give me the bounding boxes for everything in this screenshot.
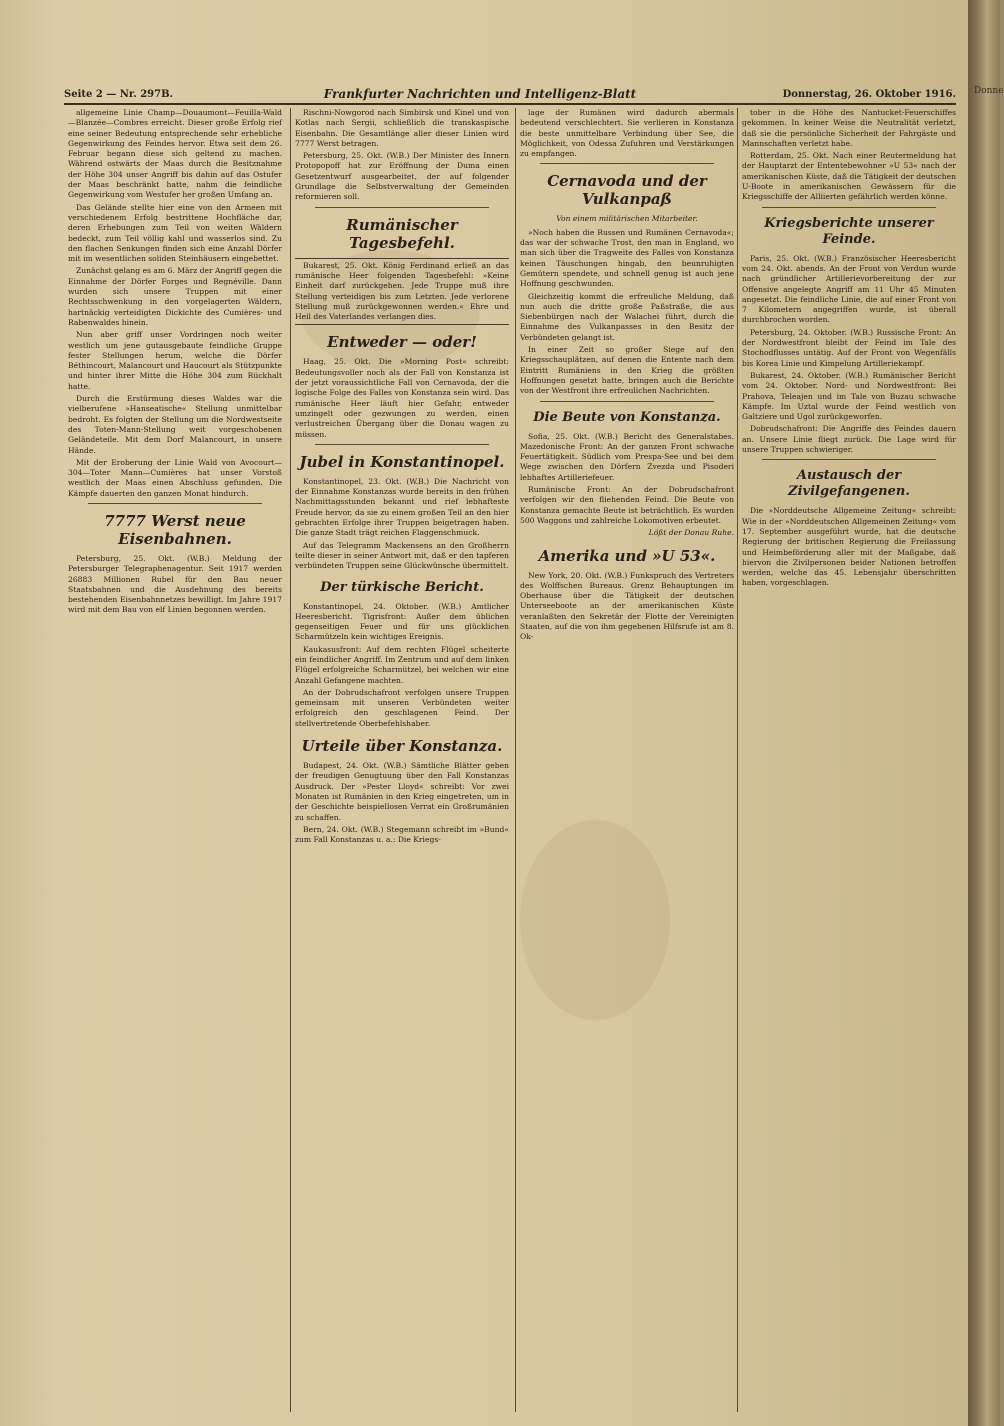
article-paragraph: allgemeine Linie Champ—Douaumont—Feuilla-Wald—Blanzée—Combres erreicht. Dieser große Erfolg rief eine seiner Bedeutung entsprechende sehr erhebliche Gegenwirkung des Feindes hervor. Etwa seit dem 26. Februar begann diese sich geltend zu machen. Während ostwärts der Maas durch die Besitznahme der Höhe 304 unser Angriff bis dahin auf das Ostufer der Maas beschränkt hatte, nahm die feindliche Gegenwirkung vom Westufer her großen Umfang an.: [68, 108, 282, 200]
article-paragraph: Bern, 24. Okt. (W.B.) Stegemann schreibt im »Bund« zum Fall Konstanzas u. a.: Die Kriegs-: [295, 824, 509, 845]
headline-america-u53: Amerika und »U 53«.: [538, 546, 716, 565]
headline-booty: Die Beute von Konstanza.: [533, 409, 721, 425]
article-paragraph: tober in die Höhe des Nantucket-Feuerschiffes gekommen. In keiner Weise die Neutralität verletzt, daß sie die persönliche Sicherheit der Fahrgäste und Mannschaften verletzt habe.: [742, 108, 956, 148]
paper-title: Frankfurter Nachrichten und Intelligenz-Blatt: [323, 87, 637, 101]
article-paragraph: Konstantinopel, 24. Oktober. (W.B.) Amtlicher Heeresbericht. Tigrisfront: Außer dem üblichen gegenseitigen Feuer und für uns glücklichen Scharmützeln kein wichtiges Ereignis.: [295, 601, 509, 642]
article-paragraph: »Noch haben die Russen und Rumänen Cernavoda«; das war der schwache Trost, den man in England, wo man sich über die Tragweite des Falles von Konstanza keinen Täuschungen hingab, den beunruhigten Gemütern spendete, und schnell genug ist auch jene Hoffnung geschwunden.: [520, 227, 734, 289]
article-paragraph: Gleichzeitig kommt die erfreuliche Meldung, daß nun auch die dritte große Paßstraße, die aus Siebenbürgen nach der Walachei führt, durch die Einnahme des Vulkanpasses in den Besitz der Verbündeten gelangt ist.: [520, 291, 734, 342]
column-4: [742, 108, 956, 1412]
article-paragraph: Auf das Telegramm Mackensens an den Großherrn teilte dieser in seiner Antwort mit, daß er den tapferen verbündeten Truppen seine Glückwünsche übermittelt.: [295, 540, 509, 571]
article-paragraph: Haag, 25. Okt. Die »Morning Post« schreibt: Bedeutungsvoller noch als der Fall von Konstanza ist der jetzt voraussichtliche Fall von Cernavoda, der die logische Folge des Falles von Konstanza sein wird. Das rumänische Heer läuft hier Gefahr, entweder umzingelt oder gezwungen zu werden, einen verlustreichen Übergang über die Donau wagen zu müssen.: [295, 357, 509, 439]
article-paragraph: Mit der Eroberung der Linie Wald von Avocourt—304—Toter Mann—Cumières hat unser Vorstoß westlich der Maas einen Abschluss gefunden. Die Kämpfe dauerten den ganzen Monat hindurch.: [68, 457, 282, 498]
article-separator: [88, 503, 262, 504]
article-paragraph: Zunächst gelang es am 6. März der Angriff gegen die Einnahme der Dörfer Forges und Regnéville. Dann wurden sich unsere Truppen mit einer Rechtsschwenkung in den vorgelagerten Wäldern, hartnäckig verteidigten Dickichte des Cumières- und Rabenwaldes hinein.: [68, 266, 282, 327]
column-rule: [515, 108, 516, 1412]
headline-romanian-order: Rumänischer Tagesbefehl.: [346, 215, 458, 252]
headline-railways: 7777 Werst neue Eisenbahnen.: [104, 511, 246, 548]
article-subhead: Von einem militärischen Mitarbeiter.: [556, 214, 698, 224]
binding-spine: [968, 0, 1000, 1426]
article-paragraph: Dobrudschafront: Die Angriffe des Feindes dauern an. Unsere Linie fliegt zurück. Die Lage wird für unsere Truppen schwieriger.: [742, 424, 956, 455]
headline-judgments: Urteile über Konstanza.: [301, 737, 503, 756]
article-paragraph: Kaukasusfront: Auf dem rechten Flügel scheiterte ein feindlicher Angriff. Im Zentrum und auf dem linken Flügel erfolgreiche Scharmützel, bei welchen wir eine Anzahl Gefangene machten.: [295, 644, 509, 685]
headline-either-or: Entweder — oder!: [327, 333, 477, 352]
page-label: Seite 2 — Nr. 297B.: [64, 88, 174, 100]
headline-cernavoda: Cernavoda und der Vulkanpaß: [547, 172, 707, 209]
article-separator: [540, 401, 714, 402]
headline-prisoner-exchange: Austausch der Zivilgefangenen.: [788, 468, 910, 500]
column-1: [68, 108, 282, 1412]
article-separator: [540, 163, 714, 164]
headline-turkish-report: Der türkische Bericht.: [320, 579, 484, 595]
spine-text: Donne: [974, 86, 1004, 96]
article-paragraph: Konstantinopel, 23. Okt. (W.B.) Die Nachricht von der Einnahme Konstanzas wurde bereits in den frühen Nachmittagsstunden bekannt und rief lebhafteste Freude hervor, da sie zu einem großen Teil an den hier gebrachten Erfolge ihrer Truppen beigetragen haben. Die ganze Stadt trägt reichen Flaggenschmuck.: [295, 476, 509, 538]
article-paragraph: Bukarest, 24. Oktober. (W.B.) Rumänischer Bericht vom 24. Oktober. Nord- und Nordwestfront: Bei Prahova, Teleajen und im Tale von Buzau schwache Kämpfe. Im Uztal wurde der Feind westlich von Galtziere und Ugol zurückgeworfen.: [742, 370, 956, 422]
article-separator: [762, 207, 936, 208]
article-paragraph: Rotterdam, 25. Okt. Nach einer Reutermeldung hat der Hauptarzt der Ententebewohner »U 53« nach der amerikanischen Küste, daß die Tätigkeit der deutschen U-Boote in amerikanischen Gewässern für die Kriegsschiffe der Alliierten gefährlich werden könne.: [742, 151, 956, 202]
header-rule: [64, 103, 956, 105]
article-paragraph: Petersburg, 24. Oktober. (W.B.) Russische Front: An der Nordwestfront bleibt der Feind im Tale des Stochodflusses untätig. Auf der Front von Wegenfälls bis Korea Linie und Kimpelung Artilleriekampf.: [742, 327, 956, 368]
article-paragraph: Budapest, 24. Okt. (W.B.) Sämtliche Blätter geben der freudigen Genugtuung über den Fall Konstanzas Ausdruck. Der »Pester Lloyd« schreibt: Vor zwei Monaten ist Rumänien in den Krieg eingetreten, um in der Geschichte beispiellosen Verrat ein Großrumänien zu schaffen.: [295, 761, 509, 822]
column-rule: [737, 108, 738, 1412]
article-paragraph: Nun aber griff unser Vordringen noch weiter westlich um jene gutausgebaute feindliche Gruppe fester Stellungen herum, welche die Dörfer Béthincourt, Malancourt und Haucourt als Stützpunkte und hinter ihrer Mitte die Höhe 304 zum Rückhalt hatte.: [68, 330, 282, 391]
article-separator: [315, 444, 489, 445]
column-3: [520, 108, 734, 1412]
article-paragraph: New York, 20. Okt. (W.B.) Funkspruch des Vertreters des Wolffschen Bureaus. Grenz Behauptungen im Oberhause über die Tätigkeit der deutschen Unterseeboote an der amerikanischen Küste veranlaßten den Sekretär der Flotte der Vereinigten Staaten, auf die von ihm gegebenen Hilfsrufe ist am 8. Ok-: [520, 570, 734, 642]
article-paragraph: Sofia, 25. Okt. (W.B.) Bericht des Generalstabes. Mazedonische Front: An der ganzen Front schwache Feuertätigkeit. Südlich vom Prespa-See und bei dem Wege zwischen den Dörfern Zvezda und Pisoderi lebhaftes Artilleriefeuer.: [520, 431, 734, 482]
issue-date: Donnerstag, 26. Oktober 1916.: [782, 88, 956, 100]
article-paragraph: Petersburg, 25. Okt. (W.B.) Meldung der Petersburger Telegraphenagentur. Seit 1917 werden 26883 Millionen Rubel für den Bau neuer Staatsbahnen und die Ausdehnung des bereits bestehenden Eisenbahnnetzes bewilligt. Im Jahre 1917 wird mit dem Bau von elf Linien begonnen werden.: [68, 553, 282, 615]
article-paragraph: Durch die Erstürmung dieses Waldes war die vielberufene »Hanseatische« Stellung unmittelbar bedroht. Es folgten der Stellung um die Nordwestseite des Toten-Mann-Stellung weit vorgeschobenen Geländeteile. Mit dem Dorf Malancourt, in unsere Hände.: [68, 394, 282, 455]
article-paragraph: Die »Norddeutsche Allgemeine Zeitung« schreibt: Wie in der »Norddeutschen Allgemeinen Zeitung« vom 17. September ausgeführt wurde, hat die deutsche Regierung der britischen Regierung die Freilassung und Heimbeförderung aller mit der Maßgabe, daß hiervon die Zivilpersonen beider Nationen betroffen werden, welche das 45. Lebensjahr überschritten haben, vorgeschlagen.: [742, 506, 956, 588]
column-2: [295, 108, 509, 1412]
column-rule: [290, 108, 291, 1412]
article-paragraph: Petersburg, 25. Okt. (W.B.) Der Minister des Innern Protopopoff hat zur Eröffnung der Duma einen Gesetzentwurf ausgearbeitet, der auf folgender Grundlage die Selbstverwaltung der Gemeinden reformieren soll.: [295, 151, 509, 202]
article-paragraph: Rumänische Front: An der Dobrudschafront verfolgen wir den fliehenden Feind. Die Beute von Konstanza gemachte Beute ist beträchtlich. Es wurden 500 Waggons und zahlreiche Lokomotiven erbeutet.: [520, 485, 734, 525]
page-header: [64, 86, 956, 102]
article-signature: Lößt der Donau Ruhe.: [648, 528, 734, 538]
article-paragraph: Bukarest, 25. Okt. König Ferdinand erließ an das rumänische Heer folgenden Tagesbefehl: »Keine Einheit darf zurückgehen. Jede Truppe muß ihre Stellung verteidigen bis zum Letzten. Jede verlorene Stellung muß zurückgewonnen werden.« Ehre und Heil des Vaterlandes verlangen dies.: [295, 258, 509, 326]
article-paragraph: Das Gelände stellte hier eine von den Armeen mit verschiedenem Erfolg bestrittene Hochfläche dar, deren Erhebungen zum Teil von weiten Wäldern bedeckt, zum Teil völlig kahl und wasserlos sind. Zu den flachen Senkungen finden sich eine Anzahl Dörfer mit im wesentlichen soliden Steinhäusern eingebettet.: [68, 202, 282, 264]
article-paragraph: An der Dobrudschafront verfolgen unsere Truppen gemeinsam mit unseren Verbündeten weiter erfolgreich den geschlagenen Feind. Der stellvertretende Oberbefehlshaber.: [295, 687, 509, 728]
article-paragraph: In einer Zeit so großer Siege auf den Kriegsschauplätzen, auf denen die Entente nach dem Eintritt Rumäniens in den Krieg die größten Hoffnungen gesetzt hatte, bringen auch die Berichte von der Westfront ihre erfreulichen Nachrichten.: [520, 345, 734, 396]
headline-enemy-reports: Kriegsberichte unserer Feinde.: [764, 215, 934, 247]
headline-jubilation: Jubel in Konstantinopel.: [299, 452, 505, 471]
article-paragraph: Rischni-Nowgorod nach Simbirsk und Kinel und von Kotlas nach Sergii, schließlich die transkaspische Eisenbahn. Die Gesamtlänge aller dieser Linien wird 7777 Werst betragen.: [295, 108, 509, 148]
article-paragraph: Paris, 25. Okt. (W.B.) Französischer Heeresbericht vom 24. Okt. abends. An der Front von Verdun wurde nach gründlicher Artillerievorbereitung der zur Offensive angelegte Angriff am 11 Uhr 45 Minuten angesetzt. Die feindliche Linie, die auf einer Front von 7 Kilometern angegriffen wurde, ist überall durchbrochen worden.: [742, 253, 956, 325]
article-separator: [762, 459, 936, 460]
article-paragraph: lage der Rumänen wird dadurch abermals bedeutend verschlechtert. Sie verlieren in Konstanza die beste unmittelbare Verbindung über See, die Möglichkeit, von Odessa Zufuhren und Verstärkungen zu empfangen.: [520, 108, 734, 159]
article-separator: [315, 207, 489, 208]
